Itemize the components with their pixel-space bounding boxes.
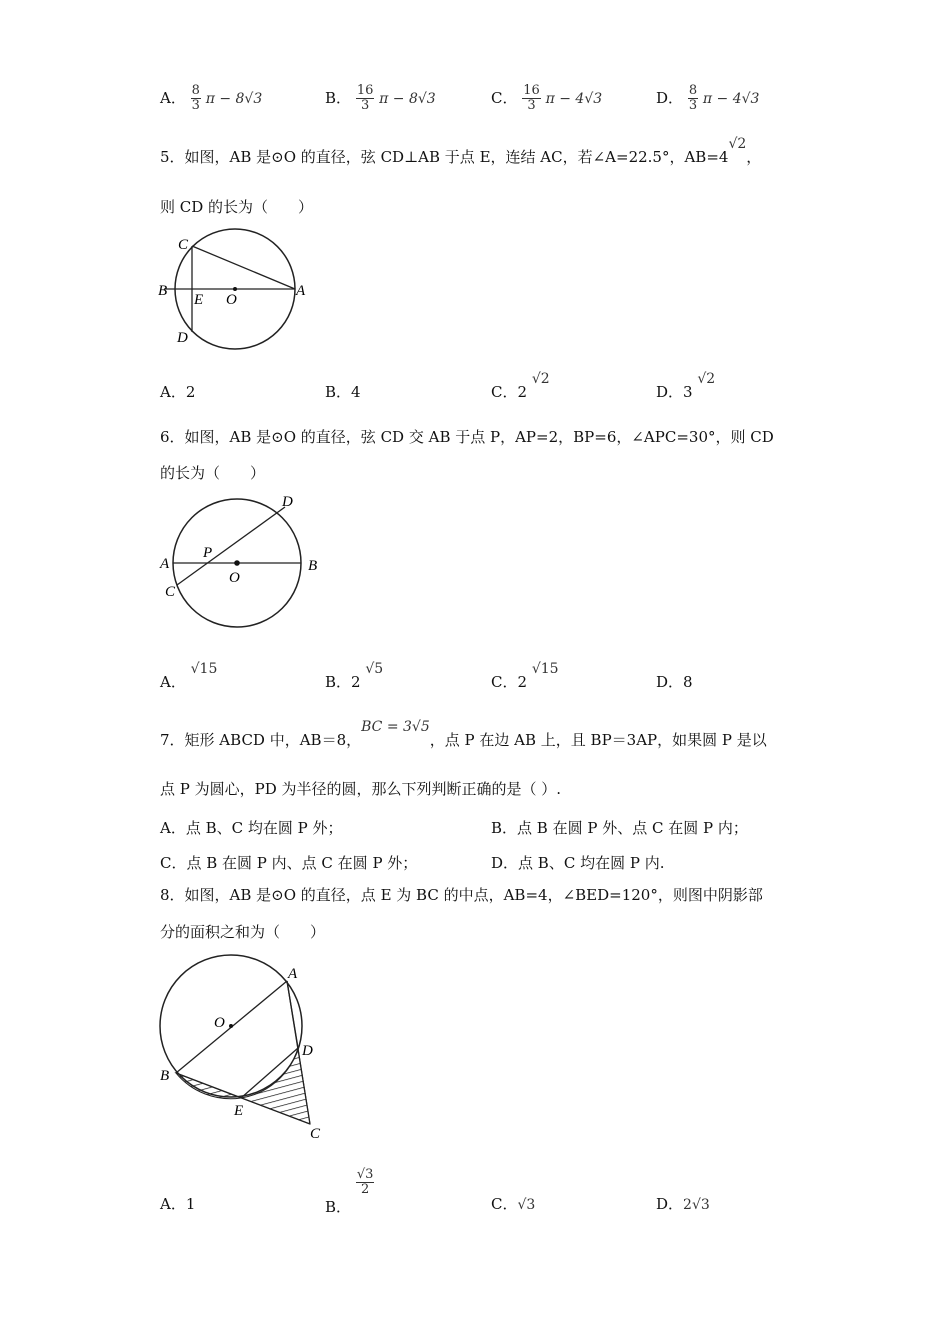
q8-option-d: D．2√3	[656, 1195, 710, 1213]
q4-option-b: B． $\frac{16}{3}$ π − 8√3	[325, 83, 436, 114]
q6-option-b: B．2 √5	[325, 661, 384, 691]
q7-option-b: B．点 B 在圆 P 外、点 C 在圆 P 内；	[491, 819, 748, 837]
center-dot	[234, 560, 240, 566]
fraction: $\frac{16}{3}$	[356, 83, 374, 114]
q8-stem-line2: 分的面积之和为（ ）	[160, 923, 326, 941]
fraction: $\frac{8}{3}$	[191, 83, 200, 114]
q5-figure	[150, 225, 320, 355]
label-c: C	[178, 237, 189, 253]
q7-option-d: D．点 B、C 均在圆 P 内.	[491, 854, 665, 872]
q4-option-c: C． $\frac{16}{3}$ π − 4√3	[491, 83, 603, 114]
q5-option-d: D．3 √2	[656, 371, 716, 401]
q5-option-c: C．2 √2	[491, 371, 550, 401]
label-a: A	[296, 283, 306, 299]
q8-figure	[150, 948, 335, 1148]
label-c: C	[165, 584, 176, 600]
label-e: E	[194, 292, 204, 308]
q6-option-c: C．2 √15	[491, 661, 559, 691]
fraction: $\frac{√3}{2}$	[356, 1167, 374, 1198]
center-dot	[229, 1024, 233, 1028]
label-d: D	[302, 1043, 313, 1059]
q7-stem-line1: 7．矩形 ABCD 中，AB＝8，BC = 3√5，点 P 在边 AB 上，且 BP＝3AP，如果圆 P 是以	[160, 719, 767, 749]
q5-stem-line2: 则 CD 的长为（ ）	[160, 198, 314, 216]
label-e: E	[234, 1103, 244, 1119]
q8-option-b: B． $\frac{√3}{2}$	[325, 1167, 374, 1216]
label-p: P	[203, 545, 213, 561]
label-b: B	[308, 558, 318, 574]
q6-stem-line2: 的长为（ ）	[160, 464, 266, 482]
label-o: O	[214, 1015, 225, 1031]
q4-option-a: A． $\frac{8}{3}$ π − 8√3	[160, 83, 263, 114]
q8-option-a: A．1	[160, 1195, 196, 1213]
q6-option-d: D．8	[656, 673, 693, 691]
label-o: O	[226, 292, 237, 308]
q5-option-b: B．4	[325, 383, 361, 401]
label-b: B	[160, 1068, 170, 1084]
q5-option-a: A．2	[160, 383, 196, 401]
q6-figure	[152, 490, 332, 635]
q7-stem-line2: 点 P 为圆心，PD 为半径的圆，那么下列判断正确的是（ ）.	[160, 780, 562, 798]
label-d: D	[177, 330, 188, 346]
label-a: A	[288, 966, 298, 982]
label-a: A	[160, 556, 170, 572]
label-o: O	[229, 570, 240, 586]
q5-stem-line1: 5．如图，AB 是⊙O 的直径，弦 CD⊥AB 于点 E，连结 AC，若∠A=22.5°，AB=4√2，	[160, 136, 762, 166]
fraction: $\frac{16}{3}$	[523, 83, 540, 114]
q7-option-a: A．点 B、C 均在圆 P 外；	[160, 819, 343, 837]
label-c: C	[310, 1126, 321, 1142]
q6-stem-line1: 6．如图，AB 是⊙O 的直径，弦 CD 交 AB 于点 P，AP=2，BP=6，∠APC=30°，则 CD	[160, 428, 774, 446]
q7-option-c: C．点 B 在圆 P 内、点 C 在圆 P 外；	[160, 854, 418, 872]
q8-stem-line1: 8．如图，AB 是⊙O 的直径，点 E 为 BC 的中点，AB=4，∠BED=120°，则图中阴影部	[160, 886, 763, 904]
center-dot	[233, 287, 237, 291]
chord-ac	[192, 246, 295, 289]
q4-option-d: D． $\frac{8}{3}$ π − 4√3	[656, 83, 760, 114]
label-d: D	[282, 494, 293, 510]
q8-option-c: C．√3	[491, 1195, 536, 1213]
fraction: $\frac{8}{3}$	[688, 83, 698, 114]
label-b: B	[158, 283, 168, 299]
q6-option-a: A． √15	[160, 661, 218, 691]
